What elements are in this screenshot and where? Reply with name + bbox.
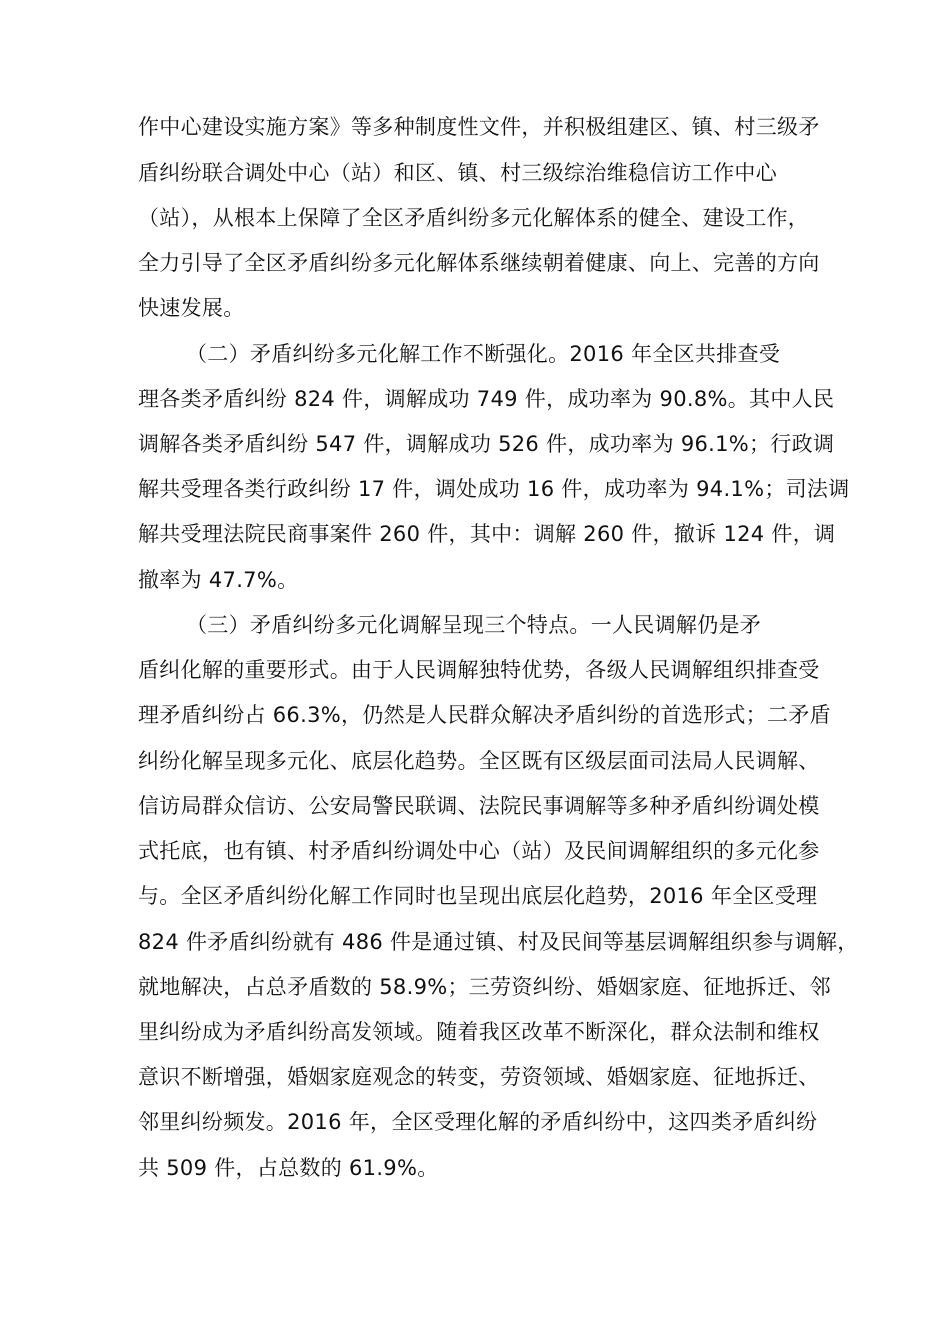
text-line: 式托底，也有镇、村矛盾纠纷调处中心（站）及民间调解组织的多元化参: [138, 839, 820, 863]
text-line: 里纠纷成为矛盾纠纷高发领域。随着我区改革不断深化，群众法制和维权: [138, 1020, 820, 1044]
text-line: 全力引导了全区矛盾纠纷多元化解体系继续朝着健康、向上、完善的方向: [138, 251, 820, 275]
text-line: 与。全区矛盾纠纷化解工作同时也呈现出底层化趋势，2016 年全区受理: [138, 884, 818, 908]
text-line: 824 件矛盾纠纷就有 486 件是通过镇、村及民间等基层调解组织参与调解，: [138, 930, 859, 954]
text-line: 理矛盾纠纷占 66.3%，仍然是人民群众解决矛盾纠纷的首选形式；二矛盾: [138, 703, 831, 727]
text-line: 理各类矛盾纠纷 824 件，调解成功 749 件，成功率为 90.8%。其中人民: [138, 387, 835, 411]
text-line: 意识不断增强，婚姻家庭观念的转变，劳资领域、婚姻家庭、征地拆迁、: [138, 1065, 820, 1089]
text-line: 共 509 件，占总数的 61.9%。: [138, 1156, 439, 1180]
text-line: 解共受理各类行政纠纷 17 件，调处成功 16 件，成功率为 94.1%；司法调: [138, 477, 850, 501]
text-line: 撤率为 47.7%。: [138, 568, 299, 592]
text-line: 解共受理法院民商事案件 260 件，其中：调解 260 件，撤诉 124 件，调: [138, 522, 836, 546]
text-line: 调解各类矛盾纠纷 547 件，调解成功 526 件，成功率为 96.1%；行政调: [138, 432, 835, 456]
text-line: 盾纠化解的重要形式。由于人民调解独特优势，各级人民调解组织排查受: [138, 658, 820, 682]
text-line: 邻里纠纷频发。2016 年，全区受理化解的矛盾纠纷中，这四类矛盾纠纷: [138, 1110, 818, 1134]
text-line: 作中心建设实施方案》等多种制度性文件，并积极组建区、镇、村三级矛: [138, 115, 820, 139]
text-line: （站），从根本上保障了全区矛盾纠纷多元化解体系的健全、建设工作，: [138, 206, 810, 230]
text-line: 快速发展。: [138, 296, 245, 320]
text-line: 盾纠纷联合调处中心（站）和区、镇、村三级综治维稳信访工作中心: [138, 161, 777, 185]
text-line: （三）矛盾纠纷多元化调解呈现三个特点。一人民调解仍是矛: [186, 613, 762, 637]
text-line: 纠纷化解呈现多元化、底层化趋势。全区既有区级层面司法局人民调解、: [138, 749, 820, 773]
text-line: 就地解决，占总矛盾数的 58.9%；三劳资纠纷、婚姻家庭、征地拆迁、邻: [138, 975, 831, 999]
text-line: （二）矛盾纠纷多元化解工作不断强化。2016 年全区共排查受: [186, 342, 781, 366]
text-line: 信访局群众信访、公安局警民联调、法院民事调解等多种矛盾纠纷调处模: [138, 794, 820, 818]
